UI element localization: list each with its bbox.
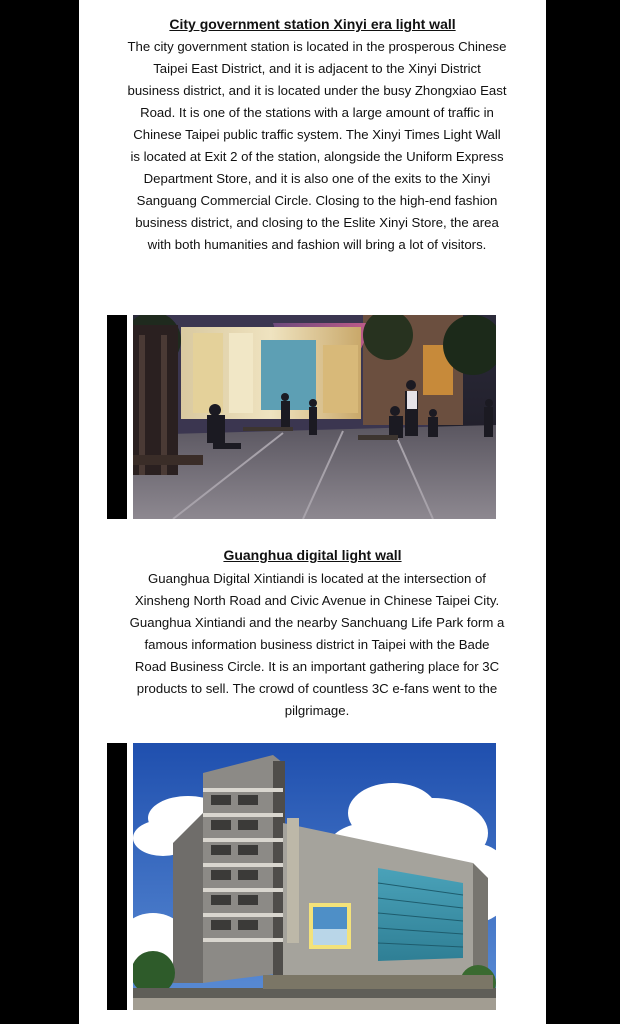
section-1-side-bar (107, 315, 127, 519)
guanghua-building-photo (133, 743, 496, 1010)
document-page (79, 0, 546, 1024)
light-wall-night-photo (133, 315, 496, 519)
section-2-side-bar (107, 743, 127, 1010)
section-1-title: City government station Xinyi era light wall (169, 16, 456, 32)
section-2-body: Guanghua Digital Xintiandi is located at the intersection of Xinsheng North Road and Civic Avenue in Chinese Taipei City. Guanghua Xintiandi and the nearby Sanchuang Life Park form a famous information business district in Taipei with the Bade Road Business Circle. It is an important gathering place for 3C products to sell. The crowd of countless 3C e-fans went to the pilgrimage. (129, 571, 505, 718)
section-1-body: The city government station is located in the prosperous Chinese Taipei East District, and it is adjacent to the Xinyi District business district, and it is located under the busy Zhongxiao East Road. It is one of the stations with a large amount of traffic in Chinese Taipei public traffic system. The Xinyi Times Light Wall is located at Exit 2 of the station, alongside the Uniform Express Department Store, and it is also one of the exits to the Xinyi Sanguang Commercial Circle. Closing to the high-end fashion business district, and closing to the Eslite Xinyi Store, the area with both humanities and fashion will bring a lot of visitors. (127, 39, 507, 252)
section-2-title: Guanghua digital light wall (223, 547, 402, 563)
